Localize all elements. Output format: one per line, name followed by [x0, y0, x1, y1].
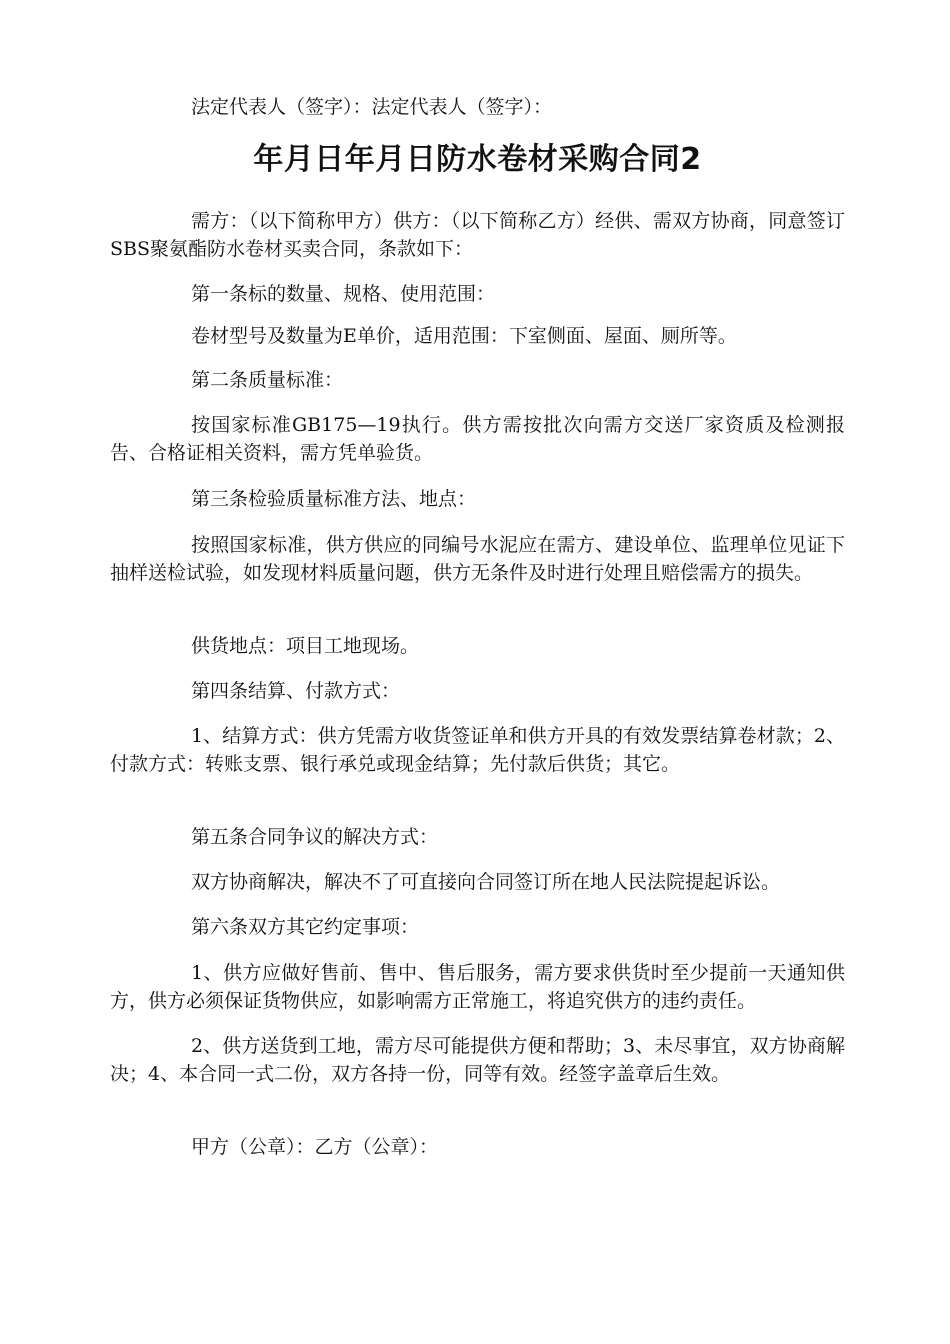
document-title: 年月日年月日防水卷材采购合同2: [253, 142, 702, 177]
article-5-heading: 第五条合同争议的解决方式：: [191, 826, 439, 848]
signature-line-top: 法定代表人（签字）：法定代表人（签字）：: [191, 96, 553, 118]
article-6-item-1: 1、供方应做好售前、售中、售后服务，需方要求供货时至少提前一天通知供方，供方必须保证货物供应，如影响需方正常施工，将追究供方的违约责任。: [110, 962, 845, 1012]
article-3-heading: 第三条检验质量标准方法、地点：: [191, 488, 477, 510]
delivery-location: 供货地点：项目工地现场。: [191, 635, 420, 657]
article-4-text: 1、结算方式：供方凭需方收货签证单和供方开具的有效发票结算卷材款；2、付款方式：转账支票、银行承兑或现金结算；先付款后供货；其它。: [110, 725, 845, 775]
article-1-text: 卷材型号及数量为E单价，适用范围：下室侧面、屋面、厕所等。: [191, 325, 737, 347]
seal-line: 甲方（公章）：乙方（公章）：: [191, 1136, 439, 1158]
article-3-text: 按照国家标准，供方供应的同编号水泥应在需方、建设单位、监理单位见证下抽样送检试验，如发现材料质量问题，供方无条件及时进行处理且赔偿需方的损失。: [110, 534, 845, 584]
article-6-heading: 第六条双方其它约定事项：: [191, 916, 420, 938]
article-2-text: 按国家标准GB175—19执行。供方需按批次向需方交送厂家资质及检测报告、合格证相关资料，需方凭单验货。: [110, 414, 845, 464]
article-5-text: 双方协商解决，解决不了可直接向合同签订所在地人民法院提起诉讼。: [191, 871, 781, 893]
article-6-item-2: 2、供方送货到工地，需方尽可能提供方便和帮助；3、未尽事宜，双方协商解决；4、本合同一式二份，双方各持一份，同等有效。经签字盖章后生效。: [110, 1035, 845, 1085]
article-1-heading: 第一条标的数量、规格、使用范围：: [191, 283, 496, 305]
article-2-heading: 第二条质量标准：: [191, 369, 344, 391]
article-4-heading: 第四条结算、付款方式：: [191, 680, 401, 702]
paragraph-intro: 需方：（以下简称甲方）供方：（以下简称乙方）经供、需双方协商，同意签订SBS聚氨酯防水卷材买卖合同，条款如下：: [110, 210, 845, 260]
